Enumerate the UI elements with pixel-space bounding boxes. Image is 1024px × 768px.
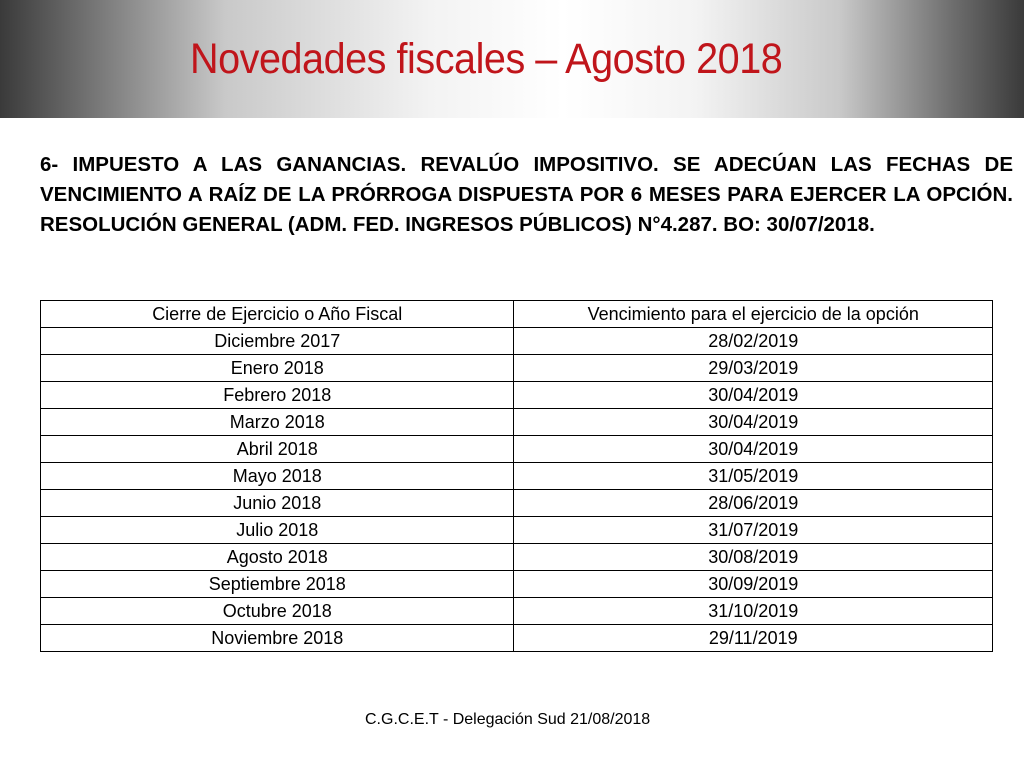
column-header-deadline: Vencimiento para el ejercicio de la opción [514,301,993,328]
page-title: Novedades fiscales – Agosto 2018 [190,35,783,83]
table-row [41,463,993,490]
fiscal-year-cell: Septiembre 2018 [41,571,514,598]
table-row [41,598,993,625]
fiscal-year-cell: Junio 2018 [41,490,514,517]
intro-paragraph: 6- IMPUESTO A LAS GANANCIAS. REVALÚO IMPOSITIVO. SE ADECÚAN LAS FECHAS DE VENCIMIENTO A RAÍZ DE LA PRÓRROGA DISPUESTA POR 6 MESES PARA EJERCER LA OPCIÓN. RESOLUCIÓN GENERAL (ADM. FED. INGRESOS PÚBLICOS) N°4.287. BO: 30/07/2018. [40,153,1013,236]
fiscal-year-cell: Marzo 2018 [41,409,514,436]
table-row [41,409,993,436]
fiscal-year-cell: Agosto 2018 [41,544,514,571]
table-row [41,571,993,598]
deadline-cell: 30/09/2019 [514,571,993,598]
fiscal-year-cell: Diciembre 2017 [41,328,514,355]
table-row [41,436,993,463]
fiscal-year-cell: Noviembre 2018 [41,625,514,652]
table-row [41,355,993,382]
deadline-cell: 28/06/2019 [514,490,993,517]
table-row [41,328,993,355]
table-row [41,517,993,544]
table-row [41,490,993,517]
fiscal-year-cell: Mayo 2018 [41,463,514,490]
fiscal-year-cell: Abril 2018 [41,436,514,463]
fiscal-year-cell: Octubre 2018 [41,598,514,625]
deadline-cell: 31/10/2019 [514,598,993,625]
deadline-cell: 29/03/2019 [514,355,993,382]
deadline-cell: 28/02/2019 [514,328,993,355]
table-header-row [41,301,993,328]
deadline-cell: 30/08/2019 [514,544,993,571]
deadline-cell: 29/11/2019 [514,625,993,652]
deadline-cell: 31/07/2019 [514,517,993,544]
fiscal-year-cell: Enero 2018 [41,355,514,382]
deadline-cell: 30/04/2019 [514,409,993,436]
footer-credit: C.G.C.E.T - Delegación Sud 21/08/2018 [365,711,651,728]
deadline-cell: 30/04/2019 [514,382,993,409]
fiscal-year-cell: Febrero 2018 [41,382,514,409]
table-row [41,625,993,652]
deadline-cell: 31/05/2019 [514,463,993,490]
deadlines-table [40,300,993,652]
table-row [41,544,993,571]
deadline-cell: 30/04/2019 [514,436,993,463]
table-row [41,382,993,409]
column-header-fiscal-year: Cierre de Ejercicio o Año Fiscal [41,301,514,328]
fiscal-year-cell: Julio 2018 [41,517,514,544]
